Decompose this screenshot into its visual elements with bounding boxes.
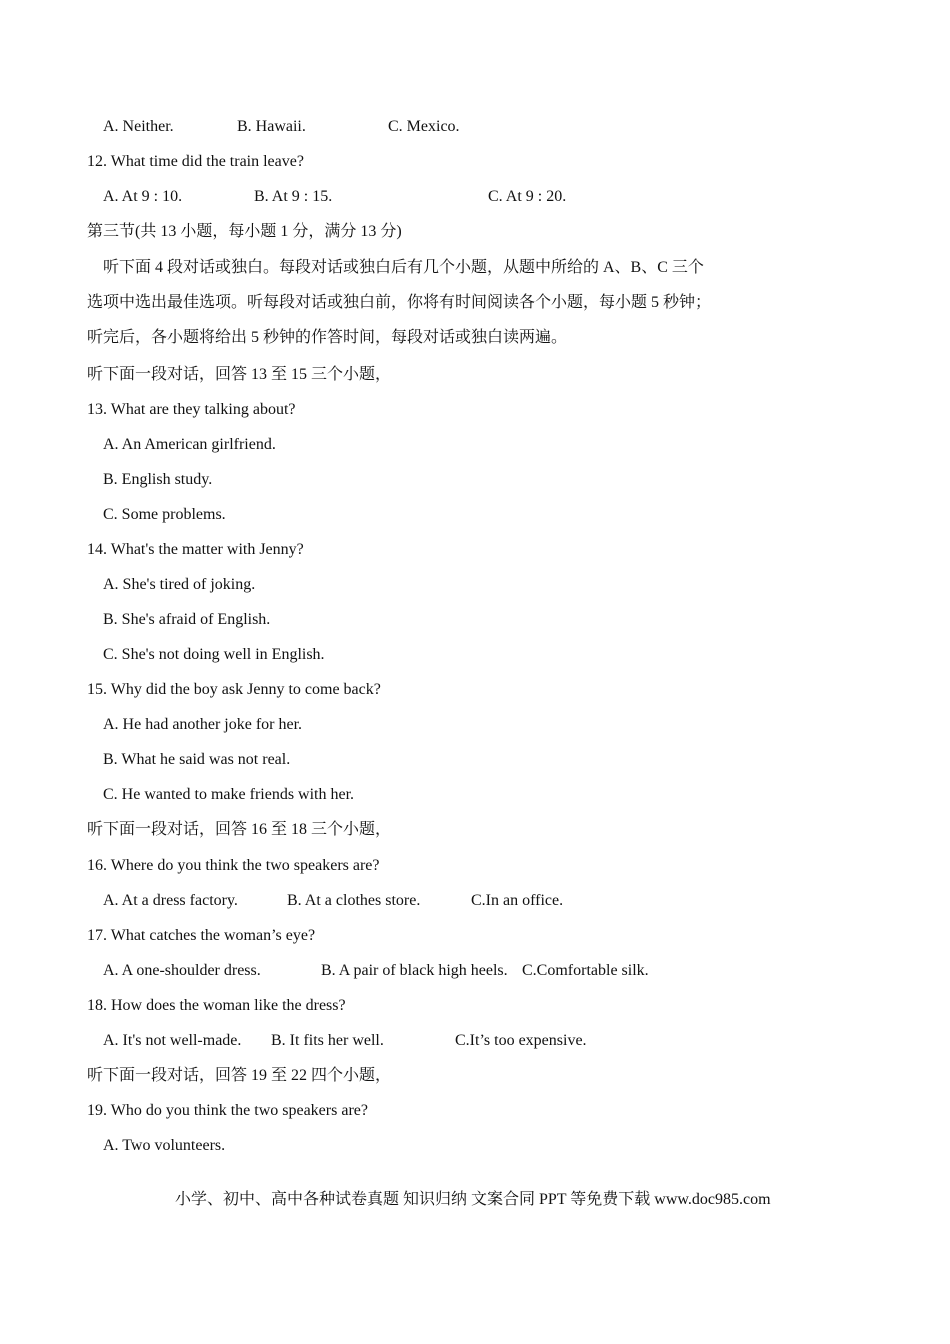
- page-footer: 小学、初中、高中各种试卷真题 知识归纳 文案合同 PPT 等免费下载 www.doc985.com: [175, 1191, 771, 1208]
- section-instruction-line-1: 听下面 4 段对话或独白。每段对话或独白后有几个小题，从题中所给的 A、B、C 三个: [103, 259, 704, 276]
- q18-question: 18. How does the woman like the dress?: [87, 997, 346, 1014]
- q13-option-c: C. Some problems.: [103, 506, 226, 523]
- q17-option-c: C.Comfortable silk.: [522, 962, 649, 979]
- dialog-intro-2: 听下面一段对话，回答 16 至 18 三个小题，: [87, 821, 392, 838]
- q19-option-a: A. Two volunteers.: [103, 1137, 226, 1154]
- q17-question: 17. What catches the woman’s eye?: [87, 927, 316, 944]
- q16-option-b: B. At a clothes store.: [287, 892, 421, 909]
- q13-option-b: B. English study.: [103, 471, 213, 488]
- q19-question: 19. Who do you think the two speakers are?: [87, 1102, 368, 1119]
- q14-question: 14. What's the matter with Jenny?: [87, 541, 304, 558]
- q14-option-a: A. She's tired of joking.: [103, 576, 256, 593]
- q15-option-c: C. He wanted to make friends with her.: [103, 786, 355, 803]
- q16-option-a: A. At a dress factory.: [103, 892, 238, 909]
- q15-option-a: A. He had another joke for her.: [103, 716, 303, 733]
- section-instruction-line-3: 听完后，各小题将给出 5 秒钟的作答时间，每段对话或独白读两遍。: [87, 329, 568, 346]
- q15-option-b: B. What he said was not real.: [103, 751, 291, 768]
- q18-option-c: C.It’s too expensive.: [455, 1032, 587, 1049]
- q12-option-b: B. At 9 : 15.: [254, 188, 333, 205]
- q16-question: 16. Where do you think the two speakers are?: [87, 857, 380, 874]
- q13-option-a: A. An American girlfriend.: [103, 436, 276, 453]
- q18-option-a: A. It's not well-made.: [103, 1032, 242, 1049]
- q15-question: 15. Why did the boy ask Jenny to come back?: [87, 681, 381, 698]
- q11-option-c: C. Mexico.: [388, 118, 460, 135]
- q12-option-c: C. At 9 : 20.: [488, 188, 567, 205]
- q14-option-c: C. She's not doing well in English.: [103, 646, 325, 663]
- q14-option-b: B. She's afraid of English.: [103, 611, 271, 628]
- q16-option-c: C.In an office.: [471, 892, 564, 909]
- q12-question: 12. What time did the train leave?: [87, 153, 304, 170]
- section-heading: 第三节(共 13 小题，每小题 1 分，满分 13 分): [87, 223, 402, 240]
- q17-option-a: A. A one-shoulder dress.: [103, 962, 261, 979]
- q17-option-b: B. A pair of black high heels.: [321, 962, 508, 979]
- q12-option-a: A. At 9 : 10.: [103, 188, 183, 205]
- q13-question: 13. What are they talking about?: [87, 401, 296, 418]
- dialog-intro-3: 听下面一段对话，回答 19 至 22 四个小题，: [87, 1067, 392, 1084]
- q11-option-a: A. Neither.: [103, 118, 174, 135]
- q11-option-b: B. Hawaii.: [237, 118, 306, 135]
- section-instruction-line-2: 选项中选出最佳选项。听每段对话或独白前，你将有时间阅读各个小题，每小题 5 秒钟；: [87, 294, 712, 311]
- q18-option-b: B. It fits her well.: [271, 1032, 384, 1049]
- dialog-intro-1: 听下面一段对话，回答 13 至 15 三个小题，: [87, 366, 392, 383]
